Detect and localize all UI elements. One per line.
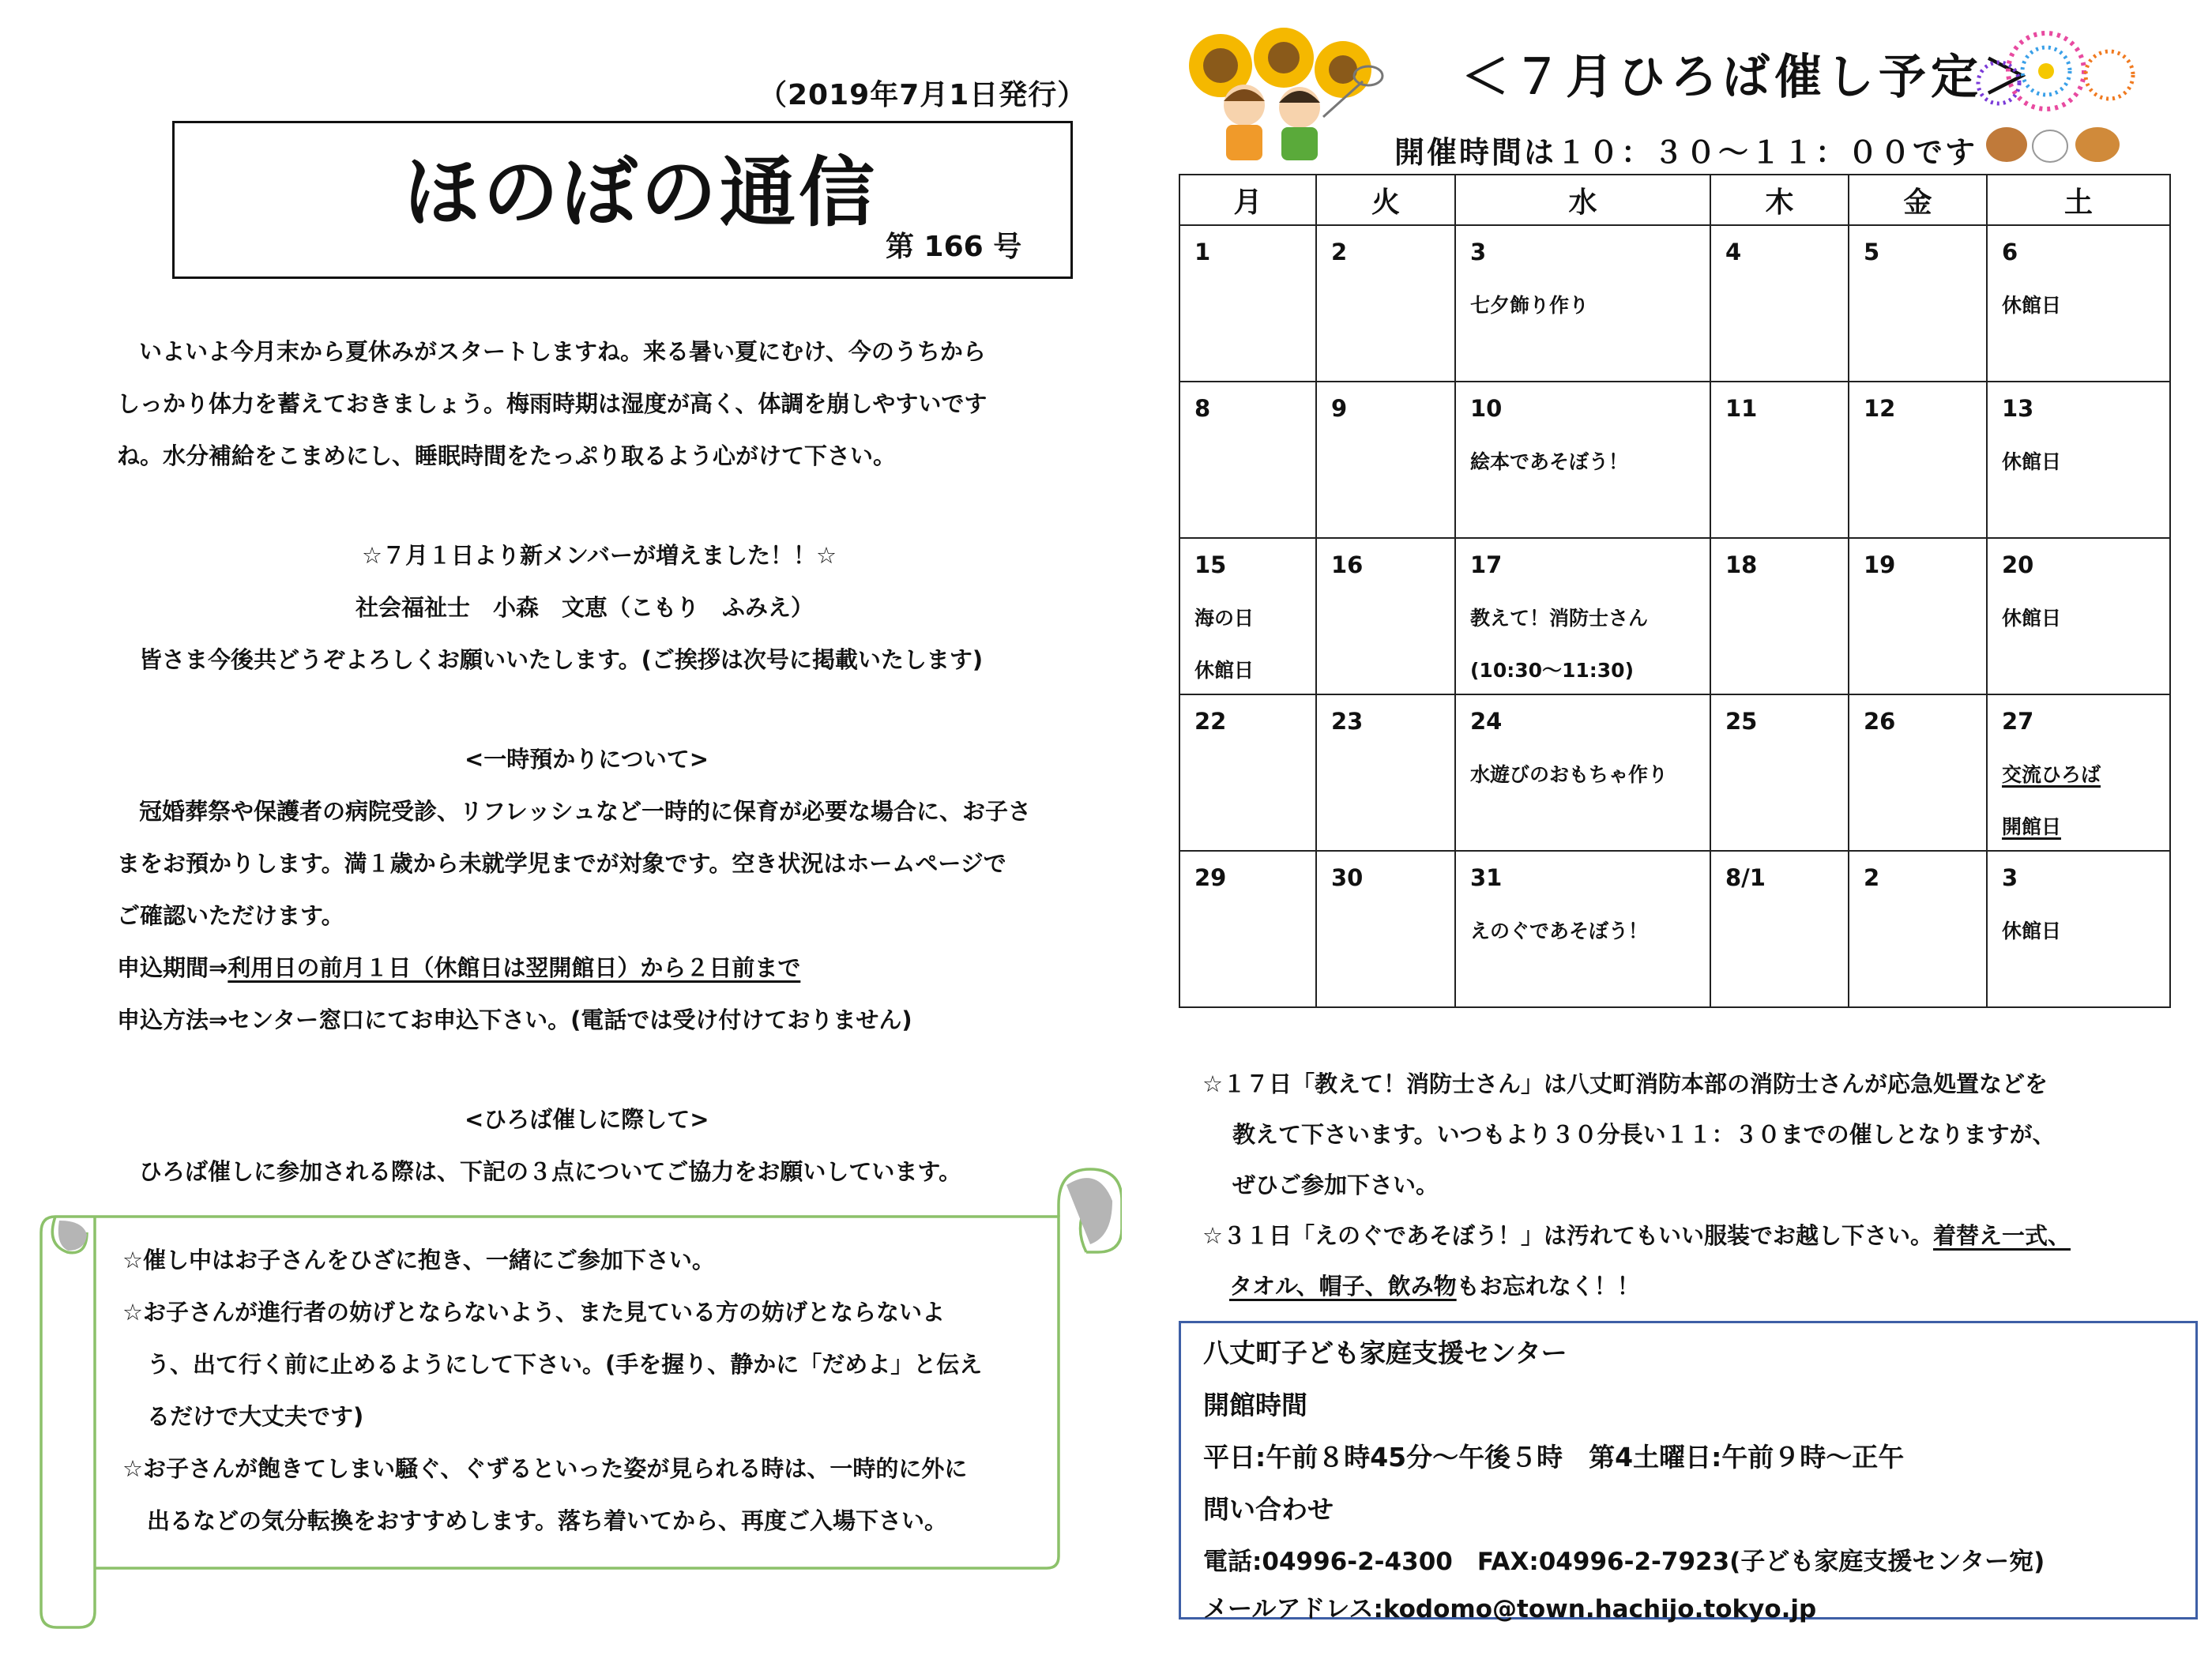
calendar-event-note: (10:30～11:30) xyxy=(1470,659,1635,682)
calendar-day-cell xyxy=(1987,851,2170,1007)
center-hours: 平日:午前８時45分～午後５時 第4土曜日:午前９時～正午 xyxy=(1203,1442,1905,1473)
calendar-day-number: 19 xyxy=(1864,551,1896,578)
calendar-event-label: 休館日 xyxy=(2002,450,2062,473)
issue-number: 第 166 号 xyxy=(886,231,1022,263)
calendar-week-row xyxy=(1179,538,2170,694)
center-name: 八丈町子ども家庭支援センター xyxy=(1203,1337,1567,1368)
temporary-care-line-2: まをお預かりします。満１歳から未就学児までが対象です。空き状況はホームページで xyxy=(117,850,1006,877)
calendar-day-number: 13 xyxy=(2002,395,2034,422)
calendar-day-number: 31 xyxy=(1470,864,1503,891)
calendar-day-cell xyxy=(1455,225,1710,382)
plaza-rules-heading: <ひろば催しに際して> xyxy=(465,1106,709,1133)
calendar-day-number: 10 xyxy=(1470,395,1503,422)
calendar-day-number: 5 xyxy=(1864,239,1880,265)
plaza-rules-intro: ひろば催しに参加される際は、下記の３点についてご協力をお願いしています。 xyxy=(139,1158,962,1185)
calendar-event-label: 七夕飾り作り xyxy=(1470,294,1589,317)
note-line-4-text: ☆３１日「えのぐであそぼう！」は汚れてもいい服装でお越し下さい。 xyxy=(1202,1222,1933,1249)
calendar-day-number: 8/1 xyxy=(1725,864,1766,891)
weekday-thu: 木 xyxy=(1710,175,1849,225)
calendar-event-note: 休館日 xyxy=(1194,659,1255,682)
calendar-day-number: 26 xyxy=(1864,708,1896,735)
calendar-day-cell xyxy=(1710,225,1849,382)
calendar-day-number: 1 xyxy=(1194,239,1211,265)
application-method: 申込方法⇒センター窓口にてお申込下さい。(電話では受け付けておりません) xyxy=(117,1006,912,1033)
calendar-day-cell xyxy=(1987,694,2170,851)
calendar-day-cell xyxy=(1316,382,1455,538)
calendar-day-number: 22 xyxy=(1194,708,1227,735)
calendar-day-number: 24 xyxy=(1470,708,1503,735)
plaza-rule-line-1: ☆催し中はお子さんをひざに抱き、一緒にご参加下さい。 xyxy=(122,1247,715,1273)
center-email: メールアドレス:kodomo@town.hachijo.tokyo.jp xyxy=(1203,1595,1817,1623)
calendar-day-number: 12 xyxy=(1864,395,1896,422)
temporary-care-line-3: ご確認いただけます。 xyxy=(117,902,344,929)
calendar-day-number: 3 xyxy=(1470,239,1487,265)
weekday-wed: 水 xyxy=(1455,175,1710,225)
events-calendar xyxy=(1179,174,2171,1008)
calendar-event-label: 交流ひろば xyxy=(2002,763,2101,786)
new-member-name: 社会福祉士 小森 文恵（こもり ふみえ） xyxy=(356,594,814,621)
calendar-event-label: 教えて！消防士さん xyxy=(1470,607,1649,630)
plaza-rule-line-6: 出るなどの気分転換をおすすめします。落ち着いてから、再度ご入場下さい。 xyxy=(147,1507,947,1534)
temporary-care-heading: <一時預かりについて> xyxy=(465,746,709,773)
intro-line-1: いよいよ今月末から夏休みがスタートしますね。来る暑い夏にむけ、今のうちから xyxy=(139,338,986,365)
calendar-day-cell xyxy=(1710,694,1849,851)
calendar-event-label: 水遊びのおもちゃ作り xyxy=(1470,763,1668,786)
calendar-event-label: えのぐであそぼう！ xyxy=(1470,920,1649,942)
calendar-week-row xyxy=(1179,225,2170,382)
sunflower-children-illustration xyxy=(1185,22,1390,164)
new-member-greeting: 皆さま今後共どうぞよろしくお願いいたします。(ご挨拶は次号に掲載いたします) xyxy=(139,646,984,673)
calendar-day-cell xyxy=(1849,382,1987,538)
calendar-day-cell xyxy=(1179,225,1316,382)
center-contact-label: 問い合わせ xyxy=(1203,1494,1334,1525)
calendar-day-number: 9 xyxy=(1331,395,1348,422)
calendar-header-row xyxy=(1179,175,2170,225)
animals-icon xyxy=(1986,127,2120,162)
calendar-day-number: 20 xyxy=(2002,551,2034,578)
application-period xyxy=(117,942,800,994)
plaza-rule-line-5: ☆お子さんが飽きてしまい騒ぐ、ぐずるといった姿が見られる時は、一時的に外に xyxy=(122,1455,968,1482)
calendar-day-number: 3 xyxy=(2002,864,2018,891)
new-member-heading: ☆７月１日より新メンバーが増えました！！☆ xyxy=(362,542,837,569)
calendar-day-number: 25 xyxy=(1725,708,1758,735)
calendar-event-label: 休館日 xyxy=(2002,294,2062,317)
events-hours: 開催時間は１０：３０～１１：００です xyxy=(1394,135,1978,170)
calendar-day-cell xyxy=(1316,694,1455,851)
calendar-day-cell xyxy=(1987,382,2170,538)
calendar-week-row xyxy=(1179,851,2170,1007)
calendar-day-cell xyxy=(1849,851,1987,1007)
plaza-rule-line-2: ☆お子さんが進行者の妨げとならないよう、また見ている方の妨げとならないよ xyxy=(122,1299,945,1326)
fireworks-icon xyxy=(1978,33,2133,109)
calendar-event-label: 休館日 xyxy=(2002,920,2062,942)
calendar-day-cell xyxy=(1455,538,1710,694)
center-hours-label: 開館時間 xyxy=(1203,1390,1307,1420)
calendar-day-cell xyxy=(1710,851,1849,1007)
calendar-day-cell xyxy=(1710,538,1849,694)
calendar-day-cell xyxy=(1179,851,1316,1007)
weekday-fri: 金 xyxy=(1849,175,1987,225)
calendar-day-number: 15 xyxy=(1194,551,1227,578)
calendar-day-number: 16 xyxy=(1331,551,1364,578)
note-line-4-underlined: 着替え一式、 xyxy=(1933,1222,2071,1249)
calendar-event-label: 休館日 xyxy=(2002,607,2062,630)
calendar-day-cell xyxy=(1455,851,1710,1007)
calendar-day-number: 4 xyxy=(1725,239,1742,265)
plaza-rule-line-4: るだけで大丈夫です) xyxy=(147,1403,364,1430)
center-info-box xyxy=(1179,1321,2198,1623)
application-period-label: 申込期間⇒ xyxy=(117,954,228,981)
scroll-curl-left xyxy=(58,1221,87,1251)
calendar-day-cell xyxy=(1987,538,2170,694)
calendar-day-cell xyxy=(1316,225,1455,382)
calendar-event-label: 絵本であそぼう！ xyxy=(1470,450,1629,473)
fireworks-illustration xyxy=(1971,28,2145,166)
plaza-rule-line-3: う、出て行く前に止めるようにして下さい。(手を握り、静かに「だめよ」と伝え xyxy=(147,1351,983,1378)
children-icon xyxy=(1224,85,1320,160)
calendar-day-number: 30 xyxy=(1331,864,1364,891)
calendar-day-number: 8 xyxy=(1194,395,1211,422)
intro-line-3: ね。水分補給をこまめにし、睡眠時間をたっぷり取るよう心がけて下さい。 xyxy=(117,442,897,469)
calendar-day-number: 6 xyxy=(2002,239,2018,265)
calendar-day-cell xyxy=(1987,225,2170,382)
calendar-day-cell xyxy=(1849,225,1987,382)
calendar-day-number: 27 xyxy=(2002,708,2034,735)
note-line-1: ☆１７日「教えて！消防士さん」は八丈町消防本部の消防士さんが応急処置などを xyxy=(1202,1070,2048,1097)
sunflower-icon xyxy=(1189,28,1371,98)
calendar-day-number: 23 xyxy=(1331,708,1364,735)
events-title: ＜７月ひろば催し予定＞ xyxy=(1462,50,2035,105)
note-line-4 xyxy=(1202,1210,2071,1261)
weekday-mon: 月 xyxy=(1179,175,1316,225)
calendar-day-cell xyxy=(1849,694,1987,851)
calendar-week-row xyxy=(1179,382,2170,538)
calendar-day-cell xyxy=(1849,538,1987,694)
calendar-day-number: 17 xyxy=(1470,551,1503,578)
weekday-sat: 土 xyxy=(1987,175,2170,225)
calendar-day-number: 2 xyxy=(1331,239,1348,265)
scroll-curl-top xyxy=(1066,1178,1112,1244)
calendar-day-cell xyxy=(1316,538,1455,694)
note-line-3: ぜひご参加下さい。 xyxy=(1232,1172,1439,1198)
calendar-day-number: 11 xyxy=(1725,395,1758,422)
temporary-care-line-1: 冠婚葬祭や保護者の病院受診、リフレッシュなど一時的に保育が必要な場合に、お子さ xyxy=(139,798,1031,825)
calendar-day-cell xyxy=(1179,694,1316,851)
calendar-day-number: 18 xyxy=(1725,551,1758,578)
calendar-day-cell xyxy=(1316,851,1455,1007)
calendar-day-number: 2 xyxy=(1864,864,1880,891)
calendar-event-label: 海の日 xyxy=(1194,607,1255,630)
intro-line-2: しっかり体力を蓄えておきましょう。梅雨時期は湿度が高く、体調を崩しやすいです xyxy=(117,390,988,417)
issue-date: （2019年7月1日発行） xyxy=(758,79,1087,111)
calendar-day-cell xyxy=(1179,382,1316,538)
calendar-day-cell xyxy=(1710,382,1849,538)
calendar-day-number: 29 xyxy=(1194,864,1227,891)
calendar-body xyxy=(1179,225,2170,1007)
calendar-day-cell xyxy=(1455,694,1710,851)
center-phone-fax: 電話:04996-2-4300 FAX:04996-2-7923(子ども家庭支援センター宛) xyxy=(1203,1548,2045,1576)
masthead-box xyxy=(172,121,1073,279)
newsletter-title: ほのぼの通信 xyxy=(404,149,878,237)
calendar-day-cell xyxy=(1179,538,1316,694)
application-period-value: 利用日の前月１日（休館日は翌開館日）から２日前まで xyxy=(228,954,801,981)
calendar-week-row xyxy=(1179,694,2170,851)
note-line-5-text: もお忘れなく！！ xyxy=(1456,1273,1640,1300)
note-line-2: 教えて下さいます。いつもより３０分長い１１：３０までの催しとなりますが、 xyxy=(1232,1121,2056,1148)
note-line-5-underlined: タオル、帽子、飲み物 xyxy=(1229,1273,1457,1300)
calendar-day-cell xyxy=(1455,382,1710,538)
calendar-event-note: 開館日 xyxy=(2002,815,2062,838)
note-line-5 xyxy=(1229,1261,1640,1311)
weekday-tue: 火 xyxy=(1316,175,1455,225)
